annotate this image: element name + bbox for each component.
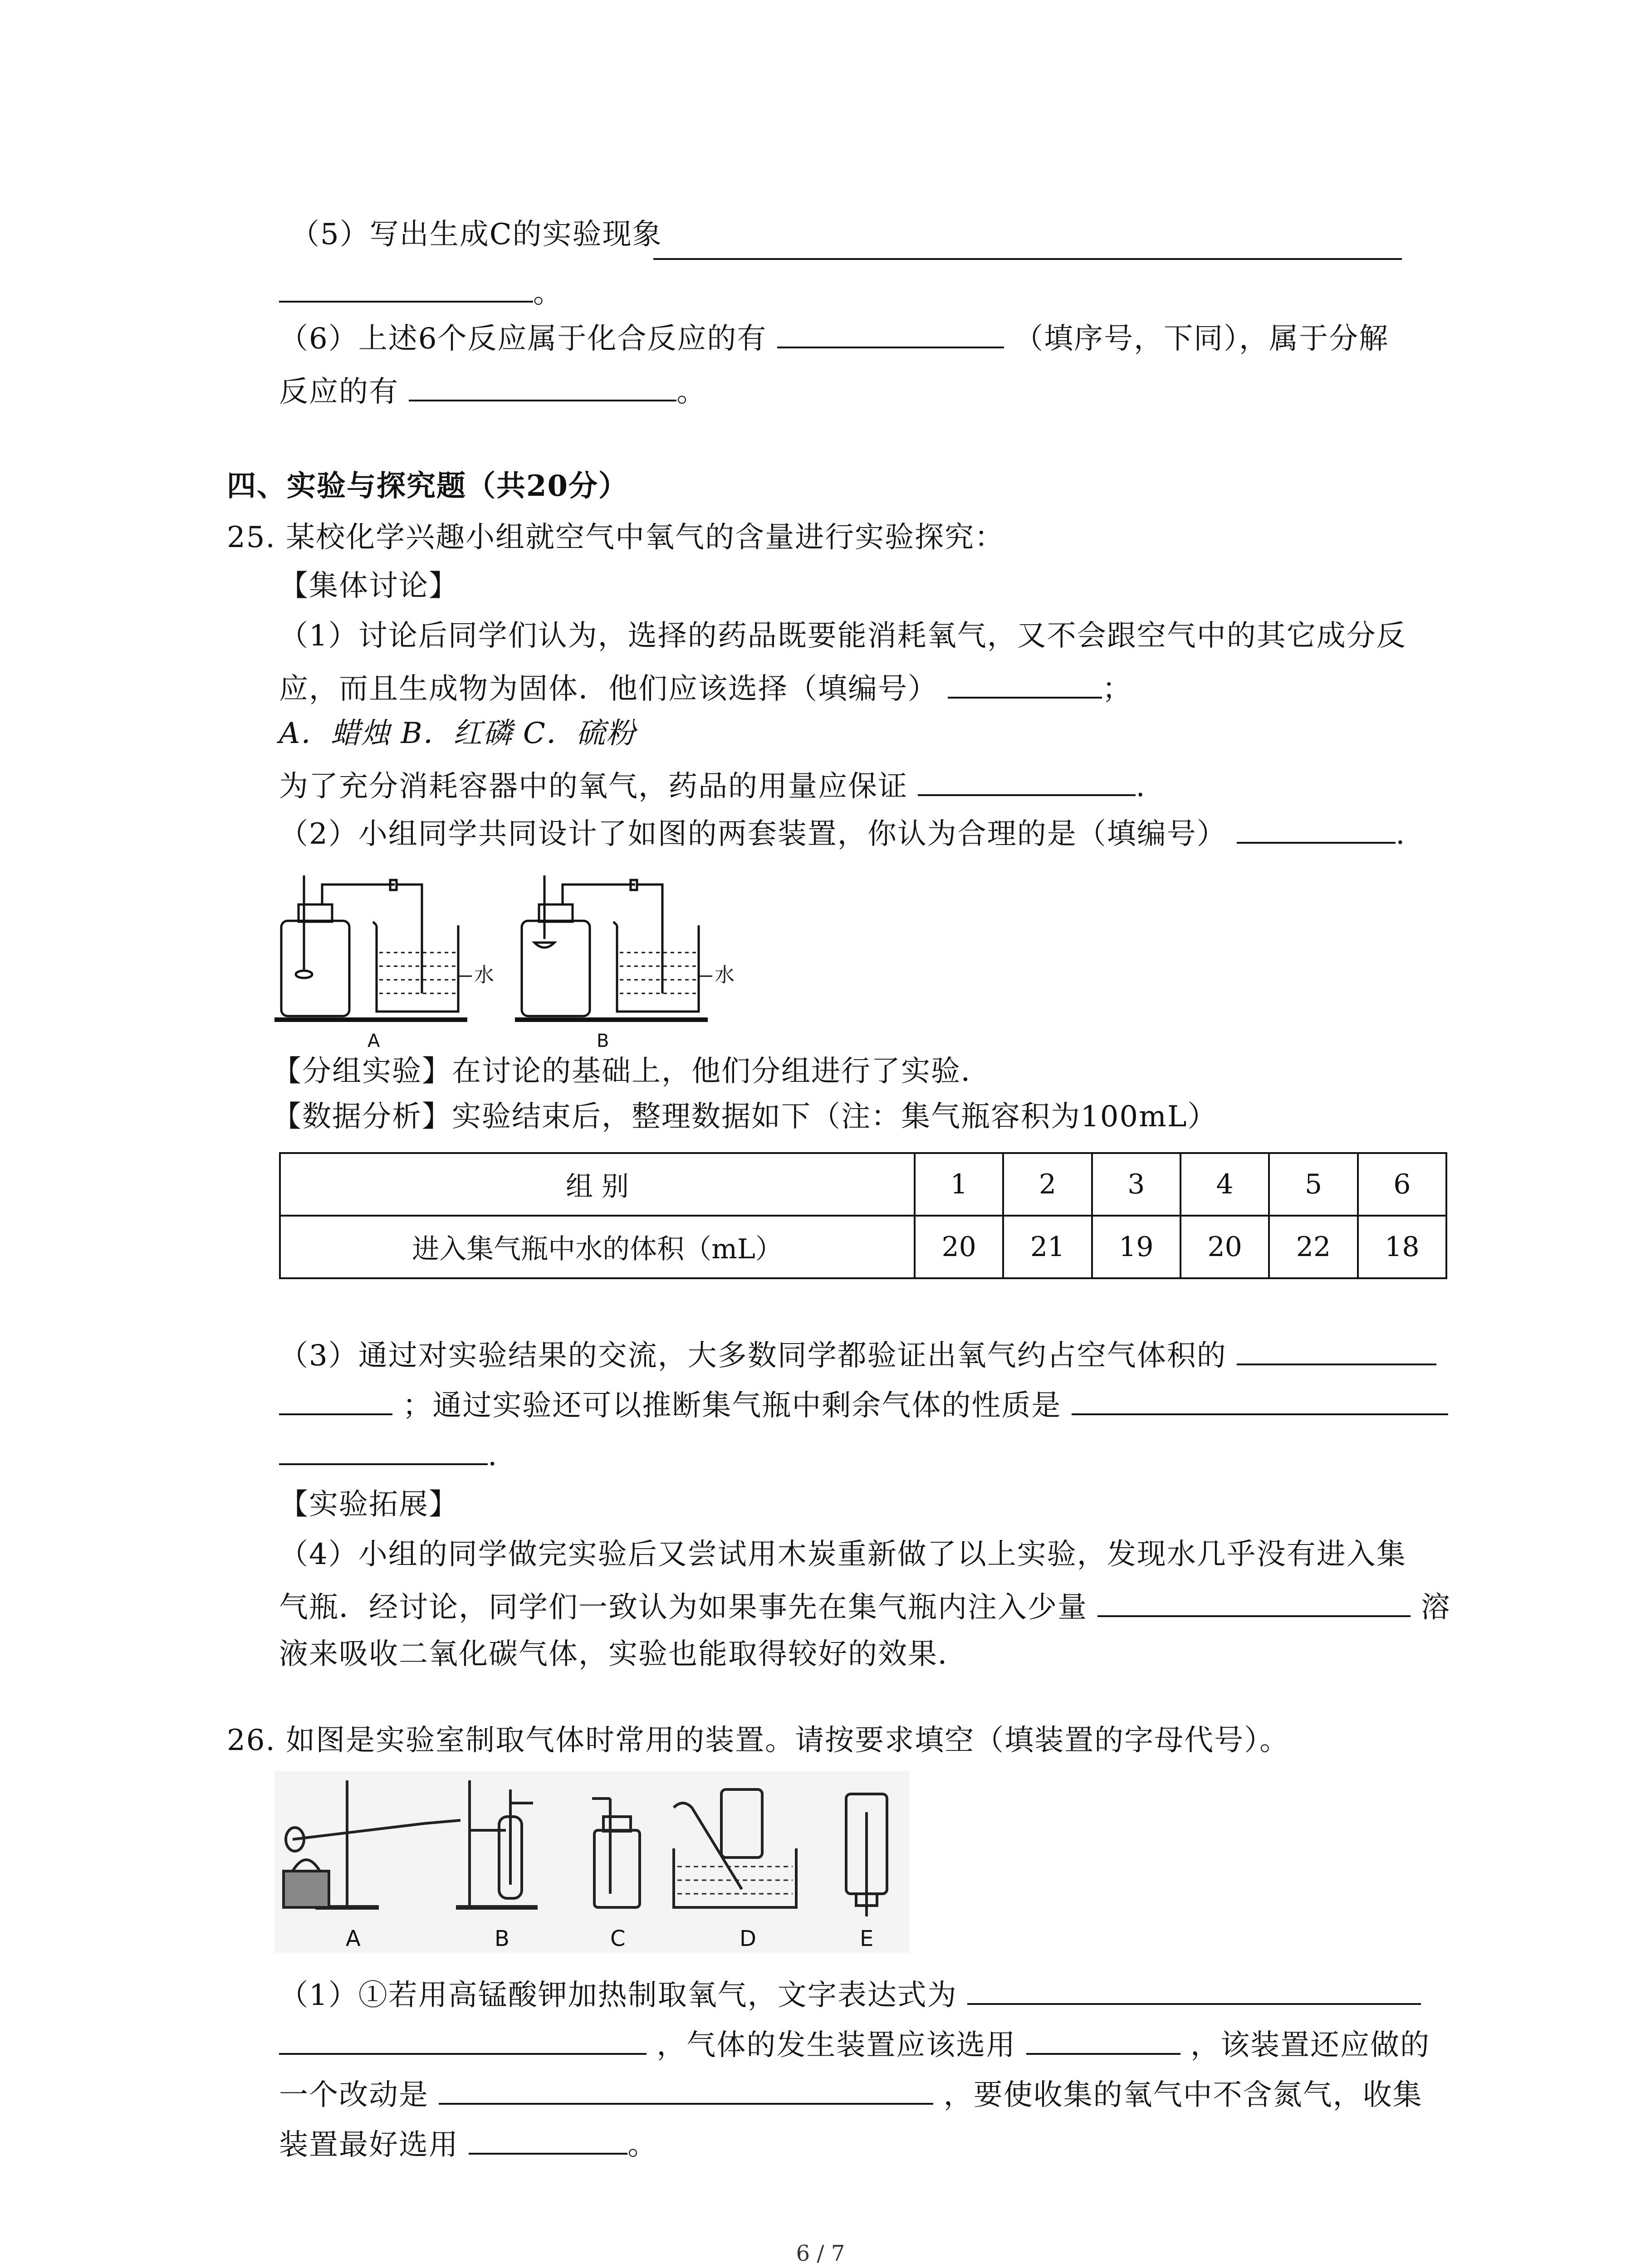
water-label-a: 水 <box>474 963 495 987</box>
q26-part1-line1: （1）①若用高锰酸钾加热制取氧气，文字表达式为 <box>279 1978 1421 2010</box>
q25-extension-heading: 【实验拓展】 <box>279 1488 459 1521</box>
answer-blank[interactable] <box>439 2077 933 2105</box>
q25-part1-line4: 为了充分消耗容器中的氧气，药品的用量应保证 . <box>279 770 1146 803</box>
q26-part1-line4: 装置最好选用 。 <box>279 2128 658 2162</box>
q26-apparatus-figure <box>274 1771 910 1953</box>
figure-label-a: A <box>367 1031 381 1051</box>
q25-part2: （2）小组同学共同设计了如图的两套装置，你认为合理的是（填编号） . <box>279 817 1406 851</box>
q25-data-analysis: 【数据分析】实验结束后，整理数据如下（注：集气瓶容积为100mL） <box>272 1100 1218 1134</box>
answer-blank[interactable] <box>918 769 1136 796</box>
q26-part1-line3: 一个改动是 ，要使收集的氧气中不含氮气，收集 <box>279 2078 1423 2112</box>
q25-discussion-heading: 【集体讨论】 <box>279 569 459 603</box>
section-title: 四、实验与探究题（共20分） <box>227 469 629 503</box>
answer-blank[interactable] <box>279 275 533 303</box>
table-row <box>280 1153 1446 1216</box>
table-cell: 20 <box>1181 1216 1269 1278</box>
answer-blank[interactable] <box>1237 1338 1436 1365</box>
apparatus-a <box>274 875 472 1020</box>
q25-part4-line2: 气瓶．经讨论，同学们一致认为如果事先在集气瓶内注入少量 溶 <box>279 1591 1451 1624</box>
water-label-b: 水 <box>715 963 735 987</box>
q25-part1-line1: （1）讨论后同学们认为，选择的药品既要能消耗氧气，又不会跟空气中的其它成分反 <box>279 619 1406 653</box>
answer-blank[interactable] <box>279 1438 488 1465</box>
answer-blank[interactable] <box>653 233 1402 260</box>
table-cell: 3 <box>1092 1153 1181 1216</box>
table-cell: 19 <box>1092 1216 1181 1278</box>
q25-part3-line3: . <box>279 1438 498 1470</box>
table-cell: 21 <box>1003 1216 1092 1278</box>
table-header-cell: 进入集气瓶中水的体积（mL） <box>280 1216 915 1278</box>
answer-blank[interactable] <box>948 671 1102 699</box>
figure-label-a: A <box>346 1926 362 1951</box>
q25-stem: 25. 某校化学兴趣小组就空气中氧气的含量进行实验探究： <box>227 521 1005 554</box>
answer-blank[interactable] <box>279 1388 392 1415</box>
apparatus-b <box>515 875 712 1020</box>
q25-apparatus-figure <box>272 857 726 1057</box>
table-cell: 5 <box>1269 1153 1357 1216</box>
q24-part5 <box>290 220 662 249</box>
answer-blank[interactable] <box>279 2028 647 2055</box>
answer-blank[interactable] <box>1026 2028 1181 2055</box>
q25-part3-line1: （3）通过对实验结果的交流，大多数同学都验证出氧气约占空气体积的 <box>279 1338 1436 1370</box>
figure-label-e: E <box>860 1926 875 1951</box>
table-row <box>280 1216 1446 1278</box>
table-cell: 1 <box>915 1153 1003 1216</box>
answer-blank[interactable] <box>1072 1388 1448 1415</box>
q24-part6-line2: 反应的有 。 <box>279 375 707 409</box>
answer-blank[interactable] <box>409 374 676 401</box>
figure-label-b: B <box>597 1031 610 1051</box>
q26-stem: 26. 如图是实验室制取气体时常用的装置。请按要求填空（填装置的字母代号）。 <box>227 1724 1290 1757</box>
q26-part1-line2: ，气体的发生装置应该选用 ，该装置还应做的 <box>279 2028 1430 2060</box>
table-cell: 6 <box>1358 1153 1446 1216</box>
table-cell: 2 <box>1003 1153 1092 1216</box>
q25-part4-line3: 液来吸收二氧化碳气体，实验也能取得较好的效果． <box>279 1637 968 1671</box>
q25-part4-line1: （4）小组的同学做完实验后又尝试用木炭重新做了以上实验，发现水几乎没有进入集 <box>279 1538 1406 1571</box>
table-cell: 4 <box>1181 1153 1269 1216</box>
figure-label-d: D <box>740 1926 757 1951</box>
answer-blank[interactable] <box>1237 816 1396 844</box>
figure-label-b: B <box>495 1926 510 1951</box>
q25-part1-line2: 应，而且生成物为固体．他们应该选择（填编号） ； <box>279 672 1132 706</box>
q24-part6: （6）上述6个反应属于化合反应的有 （填序号，下同），属于分解 <box>279 322 1389 356</box>
table-cell: 22 <box>1269 1216 1357 1278</box>
answer-blank[interactable] <box>469 2127 627 2155</box>
table-cell: 20 <box>915 1216 1003 1278</box>
page-number: 6 / 7 <box>796 2241 845 2266</box>
q24-part5-line2: 。 <box>279 275 563 308</box>
figure-label-c: C <box>610 1926 627 1951</box>
answer-blank[interactable] <box>777 321 1004 348</box>
data-table <box>279 1152 1447 1279</box>
table-cell: 18 <box>1358 1216 1446 1278</box>
answer-blank[interactable] <box>1097 1590 1411 1617</box>
q25-group-experiment: 【分组实验】在讨论的基础上，他们分组进行了实验． <box>272 1055 991 1088</box>
answer-blank[interactable] <box>967 1978 1421 2005</box>
q24-part5-text: （5）写出生成C的实验现象 <box>290 218 662 251</box>
table-header-cell: 组 别 <box>280 1153 915 1216</box>
q25-part3-line2: ；通过实验还可以推断集气瓶中剩余气体的性质是 <box>279 1388 1448 1420</box>
q25-options: A．蜡烛 B．红磷 C．硫粉 <box>279 717 636 750</box>
